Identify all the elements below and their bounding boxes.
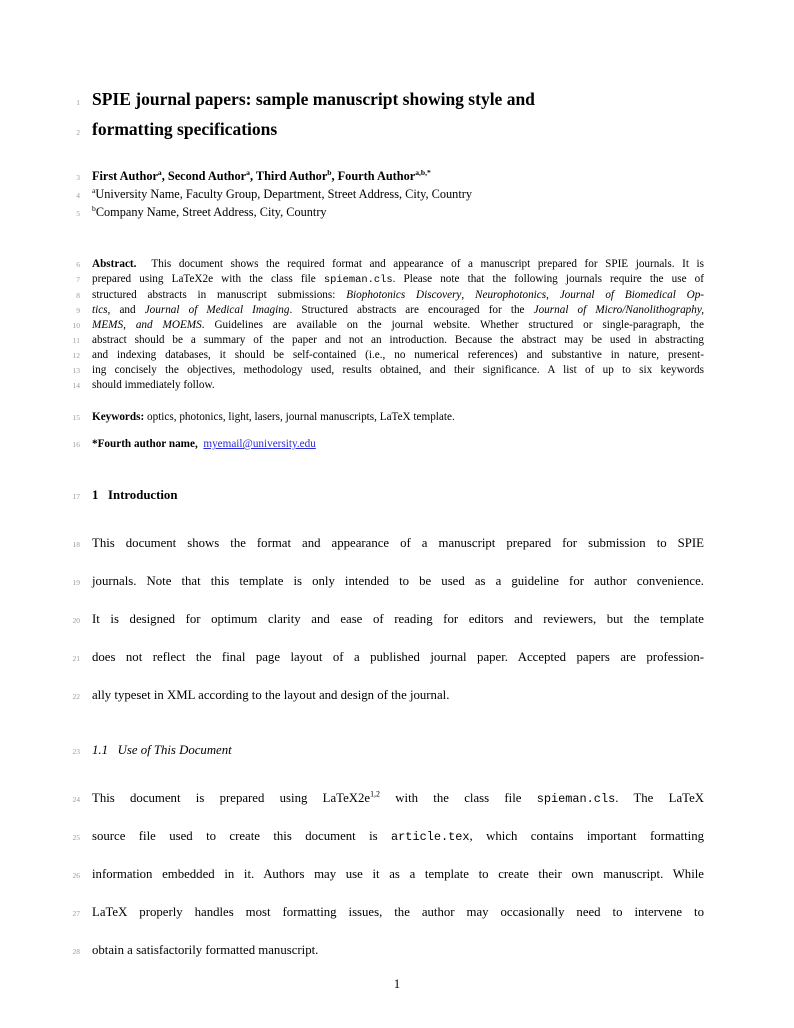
text-segment: optics, photonics, light, lasers, journal manuscripts, LaTeX template.	[144, 411, 455, 423]
document-line	[0, 186, 794, 204]
line-text	[92, 563, 704, 600]
document-line	[0, 437, 794, 452]
text-segment: does not reflect the final page layout of a published journal paper. Accepted papers are profession-	[92, 650, 704, 664]
line-text	[92, 856, 704, 893]
text-segment: 1 Introduction	[92, 488, 178, 502]
line-number: 1	[76, 98, 80, 107]
line-text	[92, 780, 704, 818]
line-text	[92, 272, 704, 288]
document-line	[0, 378, 794, 393]
line-number: 27	[72, 909, 80, 918]
text-segment: ing concisely the objectives, methodology used, results obtained, and their significance. A list of up to six keywords	[92, 364, 704, 376]
text-segment: ,	[461, 289, 476, 301]
text-segment: Abstract.	[92, 258, 137, 270]
line-number: 13	[72, 366, 80, 375]
text-segment: . Please note that the following journals require the use of	[392, 273, 704, 285]
email-link[interactable]: myemail@university.edu	[203, 438, 316, 450]
text-segment: spieman.cls	[323, 274, 393, 286]
line-number: 10	[72, 321, 80, 330]
text-segment: journals. Note that this template is only intended to be used as a guideline for author convenience.	[92, 574, 704, 588]
text-segment: b	[92, 203, 96, 213]
block-authors	[0, 168, 794, 222]
text-segment: MEMS, and MOEMS	[92, 319, 202, 331]
line-number: 21	[72, 654, 80, 663]
text-segment: First Author	[92, 169, 158, 183]
line-number: 24	[72, 795, 80, 804]
line-text	[92, 318, 704, 333]
text-segment: , Third Author	[249, 169, 328, 183]
text-segment: This document shows the required format and appearance of a manuscript prepared for SPIE journals. It is	[136, 258, 704, 270]
line-number: 25	[72, 833, 80, 842]
line-text	[92, 333, 704, 348]
line-number: 15	[72, 413, 80, 422]
document-line	[0, 742, 794, 760]
line-number: 17	[72, 492, 80, 501]
block-heading	[0, 487, 794, 505]
document-line	[0, 363, 794, 378]
document-line	[0, 168, 794, 186]
document-line	[0, 348, 794, 363]
text-segment: a	[92, 185, 96, 195]
text-segment: spieman.cls	[536, 792, 616, 806]
line-text	[92, 86, 704, 112]
text-segment: obtain a satisfactorily formatted manuscript.	[92, 943, 319, 957]
line-number: 14	[72, 381, 80, 390]
document-line	[0, 563, 794, 601]
document-line	[0, 780, 794, 818]
text-segment: b	[327, 167, 332, 177]
document-line	[0, 818, 794, 856]
text-segment: . The LaTeX	[615, 791, 704, 805]
line-text	[92, 257, 704, 272]
text-segment: tics	[92, 304, 108, 316]
text-segment: abstract should be a summary of the paper and not an introduction. Because the abstract may be used in abstracting	[92, 334, 704, 346]
text-segment: . Structured abstracts are encouraged for the	[289, 304, 534, 316]
document-line	[0, 677, 794, 715]
text-segment: prepared using LaTeX2e with the class file	[92, 273, 324, 285]
text-segment: information embedded in it. Authors may use it as a template to create their own manuscript. While	[92, 867, 704, 881]
line-text	[92, 932, 704, 969]
text-segment: It is designed for optimum clarity and ease of reading for editors and reviewers, but the template	[92, 612, 704, 626]
document-line	[0, 487, 794, 505]
document-lines	[0, 86, 794, 970]
document-line	[0, 525, 794, 563]
text-segment: structured abstracts in manuscript submissions:	[92, 289, 347, 301]
line-text	[92, 288, 704, 303]
line-text	[92, 186, 704, 203]
text-segment: Biophotonics Discovery	[346, 289, 462, 301]
text-segment: *Fourth author name,	[92, 438, 204, 450]
document-line	[0, 116, 794, 146]
line-text	[92, 116, 704, 142]
line-number: 11	[72, 336, 80, 345]
document-line	[0, 601, 794, 639]
block-abstract	[0, 257, 794, 393]
block-title	[0, 86, 794, 146]
document-line	[0, 856, 794, 894]
line-number: 3	[76, 173, 80, 182]
document-line	[0, 288, 794, 303]
text-segment: , which contains important formatting	[469, 829, 704, 843]
text-segment: Company Name, Street Address, City, Country	[95, 205, 327, 219]
text-segment: This document shows the format and appearance of a manuscript prepared for submission to SPIE	[92, 536, 704, 550]
line-number: 6	[76, 260, 80, 269]
text-segment: a	[157, 167, 162, 177]
page-footer	[0, 976, 794, 992]
line-number: 23	[72, 747, 80, 756]
text-segment: formatting specifications	[92, 119, 278, 139]
line-number: 5	[76, 209, 80, 218]
line-text	[92, 303, 704, 318]
block-contact	[0, 437, 794, 452]
text-segment: Keywords:	[92, 411, 145, 423]
document-line	[0, 318, 794, 333]
block-body2	[0, 780, 794, 970]
text-segment: should immediately follow.	[92, 379, 215, 391]
line-text	[92, 410, 704, 425]
line-number: 20	[72, 616, 80, 625]
line-number: 18	[72, 540, 80, 549]
document-line	[0, 303, 794, 318]
document-line	[0, 932, 794, 970]
text-segment: and indexing databases, it should be self-contained (i.e., no numerical references) and substantive in nature, present-	[92, 349, 704, 361]
text-segment: 1,2	[370, 789, 380, 799]
text-segment: , Fourth Author	[331, 169, 416, 183]
line-text	[92, 363, 704, 378]
line-number: 8	[76, 291, 80, 300]
line-text	[92, 487, 704, 503]
block-subsection	[0, 742, 794, 760]
text-segment: Journal of Micro/Nanolithography,	[533, 304, 704, 316]
text-segment: Neurophotonics	[475, 289, 547, 301]
text-segment: a	[246, 167, 250, 177]
text-segment: University Name, Faculty Group, Department, Street Address, City, Country	[95, 187, 472, 201]
line-text	[92, 639, 704, 676]
text-segment: LaTeX properly handles most formatting issues, the author may occasionally need to intervene to	[92, 905, 704, 919]
line-number: 19	[72, 578, 80, 587]
line-text	[92, 348, 704, 363]
line-number: 9	[76, 306, 80, 315]
text-segment: article.tex	[391, 830, 470, 844]
text-segment: a,b,*	[415, 167, 431, 177]
line-number: 28	[72, 947, 80, 956]
text-segment: Journal of Biomedical Op-	[559, 289, 705, 301]
text-segment: 1.1 Use of This Document	[92, 743, 232, 757]
line-text	[92, 742, 704, 758]
line-text	[92, 437, 704, 452]
line-text	[92, 677, 704, 714]
document-line	[0, 86, 794, 116]
text-segment: , and	[107, 304, 145, 316]
line-text	[92, 601, 704, 638]
document-line	[0, 204, 794, 222]
line-number: 7	[76, 275, 80, 284]
text-segment: source file used to create this document is	[92, 829, 392, 843]
line-number: 2	[76, 128, 80, 137]
page-number: 1	[393, 977, 401, 991]
block-body1	[0, 525, 794, 715]
text-segment: ally typeset in XML according to the layout and design of the journal.	[92, 688, 450, 702]
document-line	[0, 272, 794, 288]
line-number: 22	[72, 692, 80, 701]
line-text	[92, 168, 704, 185]
text-segment: SPIE journal papers: sample manuscript showing style and	[92, 89, 535, 109]
document-line	[0, 333, 794, 348]
line-text	[92, 818, 704, 856]
document-line	[0, 410, 794, 425]
block-keywords	[0, 410, 794, 425]
line-text	[92, 525, 704, 562]
text-segment: , Second Author	[161, 169, 247, 183]
text-segment: . Guidelines are available on the journal website. Whether structured or single-paragraph, the	[201, 319, 704, 331]
document-line	[0, 894, 794, 932]
line-number: 26	[72, 871, 80, 880]
line-text	[92, 204, 704, 221]
text-segment: ,	[546, 289, 560, 301]
line-number: 16	[72, 440, 80, 449]
text-segment: with the class file	[379, 791, 537, 805]
document-line	[0, 639, 794, 677]
line-text	[92, 894, 704, 931]
document-line	[0, 257, 794, 272]
text-segment: This document is prepared using LaTeX2e	[92, 791, 371, 805]
line-text	[92, 378, 704, 393]
text-segment: Journal of Medical Imaging	[144, 304, 290, 316]
line-number: 12	[72, 351, 80, 360]
line-number: 4	[76, 191, 80, 200]
